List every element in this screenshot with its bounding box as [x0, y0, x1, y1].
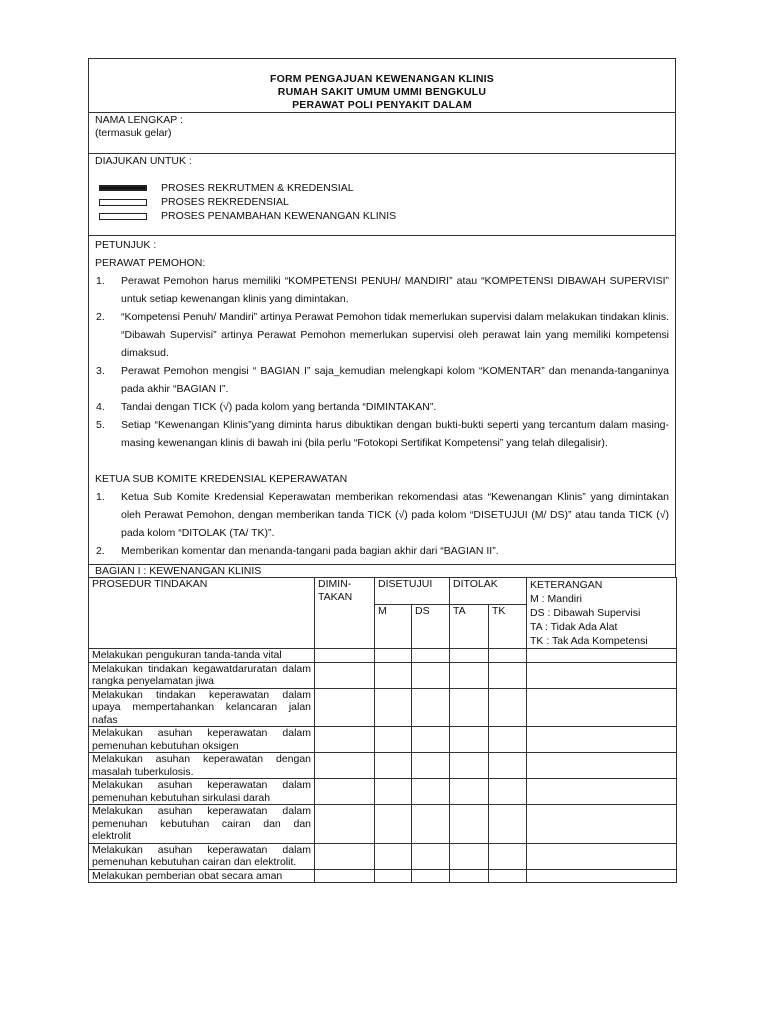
- purpose-option[interactable]: [99, 181, 669, 195]
- item-number: 2.: [96, 311, 105, 323]
- notes-cell[interactable]: [527, 649, 677, 663]
- purpose-checkbox[interactable]: [99, 185, 147, 191]
- m-cell[interactable]: [375, 727, 412, 753]
- header-tk: TK: [489, 604, 527, 648]
- requested-cell[interactable]: [315, 805, 375, 844]
- requested-cell[interactable]: [315, 649, 375, 663]
- header-ds: DS: [412, 604, 450, 648]
- notes-cell[interactable]: [527, 753, 677, 779]
- name-field[interactable]: [89, 112, 675, 153]
- form-title: FORM PENGAJUAN KEWENANGAN KLINIS: [270, 73, 494, 85]
- name-label: NAMA LENGKAP :: [95, 114, 183, 126]
- item-number: 2.: [96, 545, 105, 557]
- item-text: “Kompetensi Penuh/ Mandiri” artinya Perawat Pemohon tidak memerlukan supervisi dalam melakukan tindakan klinis. “Dibawah Supervisi” artinya Perawat Pemohon memerlukan supervisi oleh perawat lain yang memiliki kompetensi dimaksud.: [121, 311, 669, 359]
- name-sublabel: (termasuk gelar): [95, 127, 172, 139]
- ta-cell[interactable]: [450, 688, 489, 727]
- legend-entry: M : Mandiri: [530, 593, 582, 605]
- legend-entry: DS : Dibawah Supervisi: [530, 607, 641, 619]
- item-number: 3.: [96, 365, 105, 377]
- ta-cell[interactable]: [450, 662, 489, 688]
- procedure-name: Melakukan tindakan kegawatdaruratan dalam rangka penyelamatan jiwa: [89, 662, 315, 688]
- section1-title: BAGIAN I : KEWENANGAN KLINIS: [89, 564, 675, 577]
- purpose-option-label: PROSES REKREDENSIAL: [161, 196, 289, 208]
- form-document: [88, 58, 676, 883]
- purpose-option[interactable]: [99, 209, 669, 223]
- applicant-instructions: [95, 272, 669, 452]
- table-row: [89, 869, 677, 883]
- committee-title: KETUA SUB KOMITE KREDENSIAL KEPERAWATAN: [95, 473, 348, 485]
- ta-cell[interactable]: [450, 869, 489, 883]
- ds-cell[interactable]: [412, 843, 450, 869]
- committee-instructions: [95, 488, 669, 560]
- table-row: [89, 843, 677, 869]
- legend-entry: TA : Tidak Ada Alat: [530, 621, 618, 633]
- m-cell[interactable]: [375, 805, 412, 844]
- tk-cell[interactable]: [489, 649, 527, 663]
- instruction-item: [95, 542, 669, 560]
- header-m: M: [375, 604, 412, 648]
- header-ta: TA: [450, 604, 489, 648]
- table-row: [89, 649, 677, 663]
- tk-cell[interactable]: [489, 779, 527, 805]
- table-row: [89, 727, 677, 753]
- item-text: Ketua Sub Komite Kredensial Keperawatan memberikan rekomendasi atas “Kewenangan Klinis” yang dimintakan oleh Perawat Pemohon, dengan memberikan tanda TICK (√) pada kolom “DISETUJUI (M/ DS)” atau tanda TICK (√) pada kolom “DITOLAK (TA/ TK)”.: [121, 491, 669, 539]
- tk-cell[interactable]: [489, 727, 527, 753]
- table-row: [89, 662, 677, 688]
- requested-cell[interactable]: [315, 869, 375, 883]
- ds-cell[interactable]: [412, 753, 450, 779]
- tk-cell[interactable]: [489, 805, 527, 844]
- m-cell[interactable]: [375, 649, 412, 663]
- purpose-option-label: PROSES REKRUTMEN & KREDENSIAL: [161, 182, 354, 194]
- requested-cell[interactable]: [315, 843, 375, 869]
- tk-cell[interactable]: [489, 753, 527, 779]
- m-cell[interactable]: [375, 779, 412, 805]
- tk-cell[interactable]: [489, 688, 527, 727]
- table-row: [89, 779, 677, 805]
- form-header: [88, 58, 676, 577]
- notes-cell[interactable]: [527, 688, 677, 727]
- procedure-name: Melakukan tindakan keperawatan dalam upaya mempertahankan kelancaran jalan nafas: [89, 688, 315, 727]
- tk-cell[interactable]: [489, 662, 527, 688]
- requested-cell[interactable]: [315, 662, 375, 688]
- item-text: Setiap “Kewenangan Klinis”yang diminta harus dibuktikan dengan bukti-bukti seperti yang tercantum dalam masing-masing kewenangan klinis di bawah ini (bila perlu “Fotokopi Sertifikat Kompetensi” yang telah dilegalisir).: [121, 419, 669, 449]
- item-text: Perawat Pemohon harus memiliki “KOMPETENSI PENUH/ MANDIRI” atau “KOMPETENSI DIBAWAH SUPERVISI” untuk setiap kewenangan klinis yang dimintakan.: [121, 275, 669, 305]
- notes-cell[interactable]: [527, 779, 677, 805]
- purpose-checkbox[interactable]: [99, 199, 147, 206]
- item-number: 1.: [96, 491, 105, 503]
- instruction-item: [95, 398, 669, 416]
- legend-entry: TK : Tak Ada Kompetensi: [530, 635, 648, 647]
- ds-cell[interactable]: [412, 779, 450, 805]
- m-cell[interactable]: [375, 753, 412, 779]
- instruction-item: [95, 272, 669, 308]
- ds-cell[interactable]: [412, 805, 450, 844]
- ds-cell[interactable]: [412, 869, 450, 883]
- ds-cell[interactable]: [412, 727, 450, 753]
- header-notes: KETERANGAN M : Mandiri DS : Dibawah Supervisi TA : Tidak Ada Alat TK : Tak Ada Kompetensi: [527, 578, 677, 649]
- ta-cell[interactable]: [450, 779, 489, 805]
- ds-cell[interactable]: [412, 649, 450, 663]
- ta-cell[interactable]: [450, 805, 489, 844]
- instruction-item: [95, 362, 669, 398]
- purpose-section: [89, 153, 675, 235]
- requested-cell[interactable]: [315, 727, 375, 753]
- notes-cell[interactable]: [527, 843, 677, 869]
- notes-cell[interactable]: [527, 869, 677, 883]
- instruction-item: [95, 416, 669, 452]
- ta-cell[interactable]: [450, 649, 489, 663]
- m-cell[interactable]: [375, 843, 412, 869]
- table-row: [89, 753, 677, 779]
- notes-cell[interactable]: [527, 727, 677, 753]
- ta-cell[interactable]: [450, 753, 489, 779]
- notes-cell[interactable]: [527, 805, 677, 844]
- procedure-name: Melakukan asuhan keperawatan dalam pemenuhan kebutuhan sirkulasi darah: [89, 779, 315, 805]
- requested-cell[interactable]: [315, 753, 375, 779]
- m-cell[interactable]: [375, 662, 412, 688]
- purpose-checkbox[interactable]: [99, 213, 147, 220]
- item-text: Perawat Pemohon mengisi “ BAGIAN I” saja_kemudian melengkapi kolom “KOMENTAR” dan menanda-tanganinya pada akhir “BAGIAN I”.: [121, 365, 669, 395]
- notes-cell[interactable]: [527, 662, 677, 688]
- header-requested: DIMIN- TAKAN: [315, 578, 375, 649]
- unit-name: PERAWAT POLI PENYAKIT DALAM: [292, 99, 472, 111]
- ds-cell[interactable]: [412, 662, 450, 688]
- item-text: Memberikan komentar dan menanda-tangani pada bagian akhir dari “BAGIAN II”.: [121, 545, 499, 557]
- applicant-title: PERAWAT PEMOHON:: [95, 257, 206, 269]
- instruction-item: [95, 308, 669, 362]
- header-approved: DISETUJUI: [375, 578, 450, 605]
- ds-cell[interactable]: [412, 688, 450, 727]
- procedure-name: Melakukan pemberian obat secara aman: [89, 869, 315, 883]
- m-cell[interactable]: [375, 688, 412, 727]
- table-row: [89, 805, 677, 844]
- header-rejected: DITOLAK: [450, 578, 527, 605]
- header-procedure: PROSEDUR TINDAKAN: [89, 578, 315, 649]
- ta-cell[interactable]: [450, 843, 489, 869]
- item-number: 1.: [96, 275, 105, 287]
- item-number: 4.: [96, 401, 105, 413]
- tk-cell[interactable]: [489, 869, 527, 883]
- procedure-name: Melakukan asuhan keperawatan dalam pemenuhan kebutuhan cairan dan dan elektrolit: [89, 805, 315, 844]
- procedure-name: Melakukan asuhan keperawatan dalam pemenuhan kebutuhan oksigen: [89, 727, 315, 753]
- instructions-title: PETUNJUK :: [95, 239, 157, 251]
- procedure-name: Melakukan asuhan keperawatan dalam pemenuhan kebutuhan cairan dan elektrolit.: [89, 843, 315, 869]
- item-text: Tandai dengan TICK (√) pada kolom yang bertanda “DIMINTAKAN”.: [121, 401, 437, 413]
- instruction-item: [95, 488, 669, 542]
- purpose-label: DIAJUKAN UNTUK :: [95, 155, 192, 167]
- instructions-section: [89, 235, 675, 564]
- tk-cell[interactable]: [489, 843, 527, 869]
- hospital-name: RUMAH SAKIT UMUM UMMI BENGKULU: [277, 86, 487, 98]
- purpose-option[interactable]: [99, 195, 669, 209]
- requested-cell[interactable]: [315, 688, 375, 727]
- clinical-authority-table: [88, 577, 677, 883]
- item-number: 5.: [96, 419, 105, 431]
- m-cell[interactable]: [375, 869, 412, 883]
- procedure-name: Melakukan pengukuran tanda-tanda vital: [89, 649, 315, 663]
- ta-cell[interactable]: [450, 727, 489, 753]
- purpose-option-label: PROSES PENAMBAHAN KEWENANGAN KLINIS: [161, 210, 397, 222]
- table-row: [89, 688, 677, 727]
- procedure-name: Melakukan asuhan keperawatan dengan masalah tuberkulosis.: [89, 753, 315, 779]
- requested-cell[interactable]: [315, 779, 375, 805]
